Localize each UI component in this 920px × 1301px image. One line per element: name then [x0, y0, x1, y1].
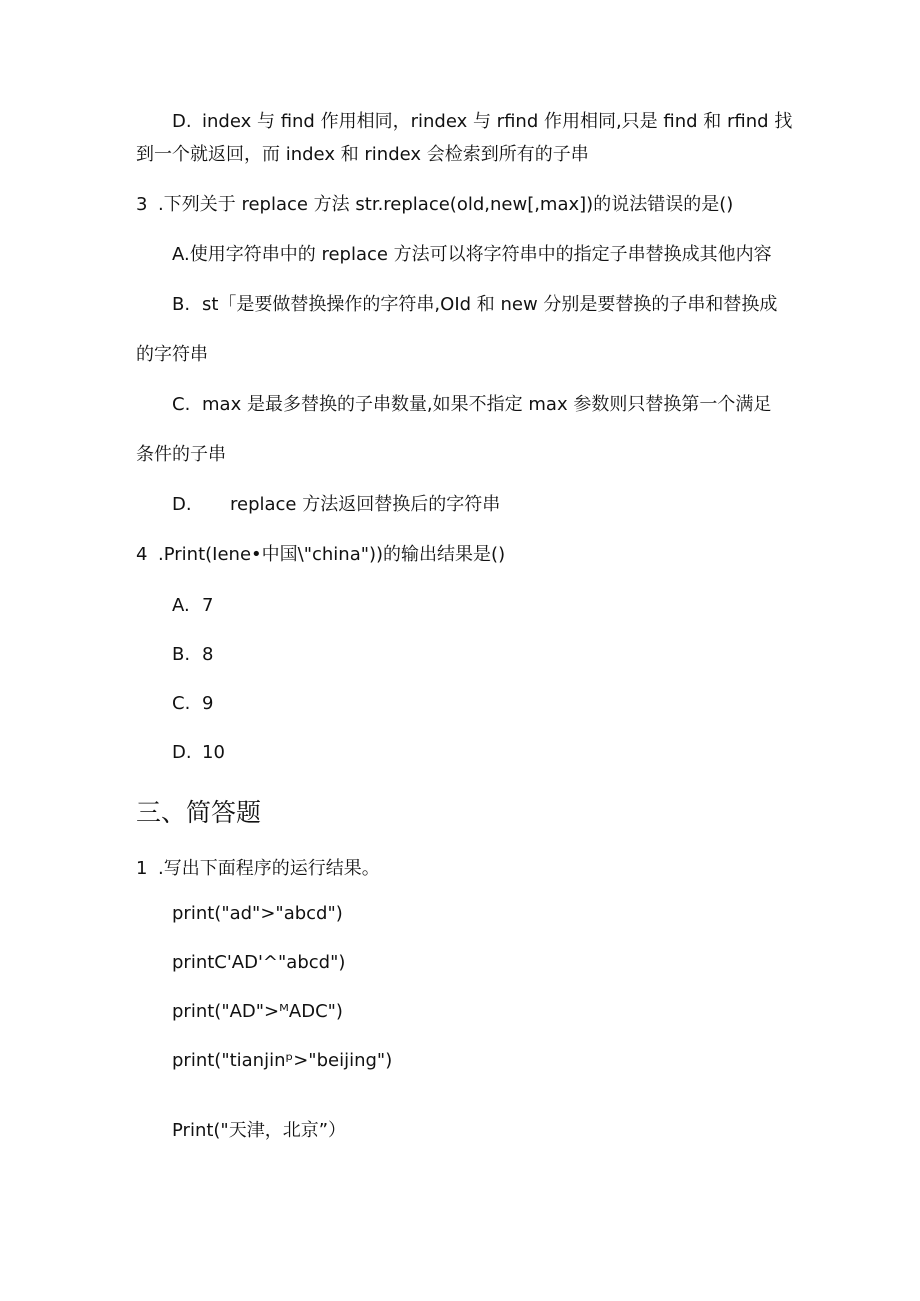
option-text: index 与 find 作用相同，rindex 与 rfind 作用相同,只是 find 和 rfind 找: [202, 111, 793, 132]
option-label: A.: [172, 595, 190, 616]
option-label: C.: [172, 394, 191, 415]
option-text: replace 方法返回替换后的字符串: [230, 494, 501, 515]
code-line: print("AD">ᴹADC"): [172, 1001, 343, 1022]
question-number: 3: [136, 194, 148, 215]
q4-option-b: [172, 642, 213, 668]
q3-option-b: [172, 292, 777, 318]
q3-option-d: [172, 492, 500, 518]
option-value: 7: [202, 595, 214, 616]
option-label: B.: [172, 644, 191, 665]
option-value: 10: [202, 742, 225, 763]
option-value: 8: [202, 644, 214, 665]
option-label: C.: [172, 693, 191, 714]
option-label: D.: [172, 742, 192, 763]
option-label: B.: [172, 294, 191, 315]
q3-option-b-continued: 的字符串: [136, 344, 208, 365]
q2-option-d-continued: 到一个就返回，而 index 和 rindex 会检索到所有的子串: [136, 144, 589, 165]
option-label: D.: [172, 494, 192, 515]
q2-option-d: [172, 109, 792, 135]
question-3: [136, 192, 733, 218]
question-number: 4: [136, 544, 148, 565]
question-text: .Print(Iene•中国\"china"))的输出结果是(): [158, 544, 506, 565]
code-line: print("ad">"abcd"): [172, 903, 343, 924]
q4-option-d: [172, 740, 225, 766]
code-line: Print("天津，北京”）: [172, 1120, 347, 1141]
q3-option-c: [172, 392, 771, 418]
question-number: 1: [136, 858, 148, 879]
option-label: D.: [172, 111, 192, 132]
q4-option-a: [172, 593, 213, 619]
code-line: print("tianjinᵖ>"beijing"): [172, 1050, 393, 1071]
option-text: max 是最多替换的子串数量,如果不指定 max 参数则只替换第一个满足: [202, 394, 772, 415]
q3-option-c-continued: 条件的子串: [136, 444, 226, 465]
q3-option-a: A.使用字符串中的 replace 方法可以将字符串中的指定子串替换成其他内容: [172, 244, 772, 265]
question-text: .下列关于 replace 方法 str.replace(old,new[,max])的说法错误的是(): [158, 194, 734, 215]
code-line: printC'AD'^"abcd"): [172, 952, 346, 973]
short-answer-question-1: [136, 856, 380, 882]
q4-option-c: [172, 691, 213, 717]
question-4: [136, 542, 505, 568]
question-text: .写出下面程序的运行结果。: [158, 858, 380, 879]
option-value: 9: [202, 693, 214, 714]
section-heading: 三、简答题: [136, 798, 262, 827]
option-text: st「是要做替换操作的字符串,OId 和 new 分别是要替换的子串和替换成: [202, 294, 778, 315]
